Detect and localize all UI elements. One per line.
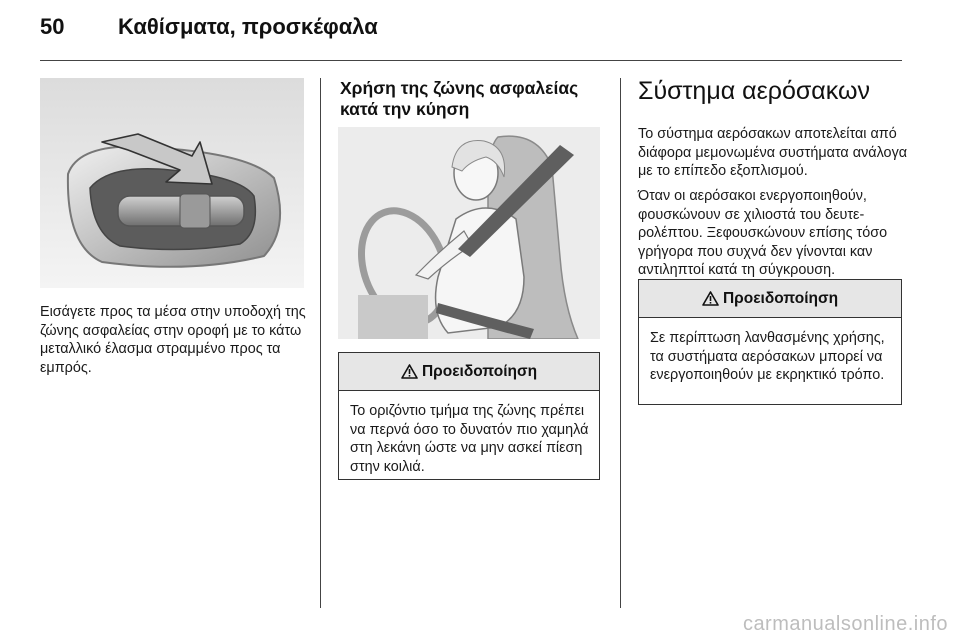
page-number: 50 xyxy=(40,14,65,39)
warning-triangle-icon xyxy=(401,364,418,379)
airbag-system-heading: Σύστημα αερόσακων xyxy=(638,77,870,105)
warning-header xyxy=(339,353,599,391)
warning-header xyxy=(639,280,901,318)
column-divider-left xyxy=(320,78,321,608)
watermark: carmanualsonline.info xyxy=(742,613,948,635)
column-divider-right xyxy=(620,78,621,608)
installation-caption: Εισάγετε προς τα μέσα στην υποδοχή της ζώνης ασφαλείας στην οροφή με το κάτω μεταλλικό έλασμα στραμμένο προς τα εμπρός. xyxy=(40,304,306,376)
airbag-paragraph-1: Το σύστημα αερόσακων αποτελείται από διάφορα μεμονωμένα συστήματα ανάλογα με το επίπεδο εξοπλισμού. xyxy=(638,126,908,179)
header-rule xyxy=(40,60,902,61)
airbag-warning-box xyxy=(638,279,902,405)
warning-text: Το οριζόντιο τμήμα της ζώνης πρέπει να περνά όσο το δυνατόν πιο χαμηλά στη λεκάνη ώστε να μην ασκεί πίεση στην κοιλιά. xyxy=(350,403,589,475)
pregnancy-warning-box xyxy=(338,352,600,480)
warning-title: Προειδοποίηση xyxy=(421,362,538,380)
warning-triangle-icon xyxy=(702,291,719,306)
seatbelt-holder-illustration xyxy=(40,78,304,288)
airbag-paragraph-2: Όταν οι αερόσακοι ενεργοποιηθούν, φουσκώνουν σε χιλιοστά του δευτερολέπτου. Ξεφουσκώνουν επίσης τόσο γρήγορα που συχνά δεν γίνονται καν αντιληπτοί κατά τη σύγκρουση. xyxy=(638,188,888,278)
running-title: Καθίσματα, προσκέφαλα xyxy=(118,14,378,39)
pregnant-driver-illustration xyxy=(338,127,600,339)
warning-text: Σε περίπτωση λανθασμένης χρήσης, τα συστήματα αερόσακων μπορεί να ενεργοποιηθούν με εκρηκτικό τρόπο. xyxy=(650,330,885,383)
pregnancy-seatbelt-heading: Χρήση της ζώνης ασφαλείας κατά την κύηση xyxy=(340,78,579,119)
warning-title: Προειδοποίηση xyxy=(722,289,839,307)
